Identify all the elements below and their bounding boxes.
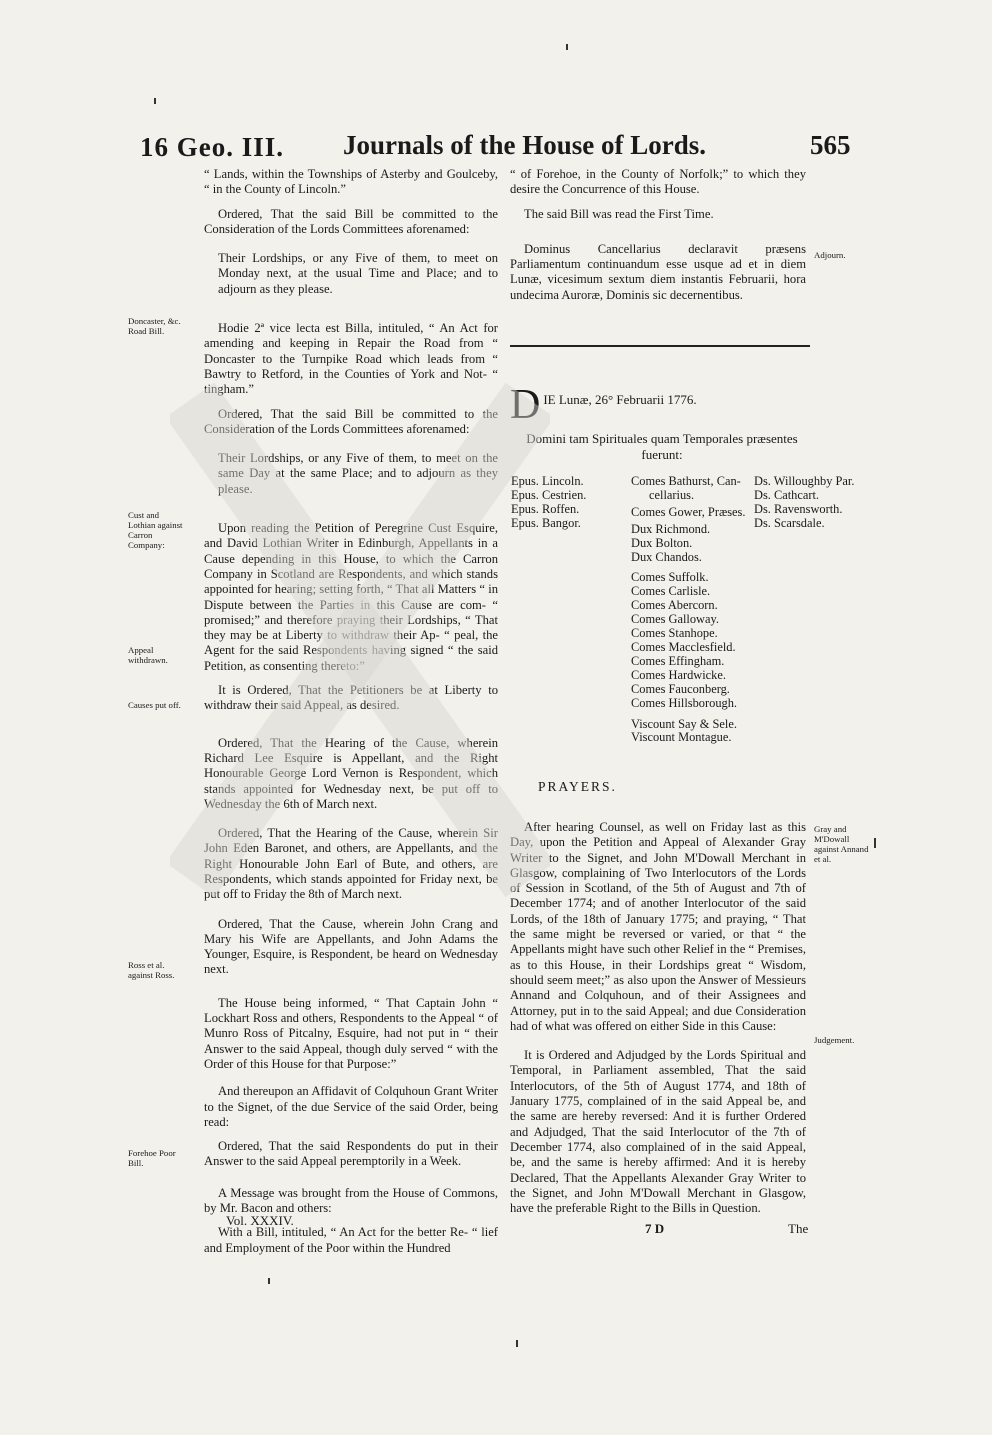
- list-item: Comes Effingham.: [631, 653, 725, 668]
- list-item: Comes Stanhope.: [631, 626, 718, 641]
- list-item: Comes Suffolk.: [631, 570, 709, 585]
- list-item: Ds. Cathcart.: [754, 487, 820, 502]
- volume-number: Vol. XXXIV.: [226, 1213, 294, 1228]
- barons-list: [754, 475, 854, 531]
- header-title: Journals of the House of Lords.: [343, 130, 707, 160]
- paragraph: The House being informed, “ That Captain John “ Lockhart Ross and others, Respondents to the Appeal “ of Munro Ross of Pitcalny, Esquire, had not put in “ their Answer to the said Appeal, though duly served “ with the Order of this House for that Purpose:”: [204, 995, 498, 1071]
- ink-speck: [566, 44, 568, 50]
- peers-list: [631, 475, 745, 745]
- margin-note-forehoe: Forehoe Poor Bill.: [128, 1148, 176, 1168]
- list-item: Viscount Say & Sele.: [631, 716, 737, 731]
- margin-note-cust: Cust and Lothian against Carron Company:: [128, 510, 183, 550]
- ink-speck: [516, 1340, 518, 1347]
- list-item: Comes Galloway.: [631, 612, 719, 627]
- margin-note-causes-put-off: Causes put off.: [128, 700, 181, 710]
- section-rule: [510, 345, 810, 347]
- margin-note-appeal-withdrawn: Appeal withdrawn.: [128, 645, 168, 665]
- paragraph: Their Lordships, or any Five of them, to meet on Monday next, at the usual Time and Place; and to adjourn as they please.: [218, 251, 498, 296]
- paragraph: And thereupon an Affidavit of Colquhoun Grant Writer to the Signet, of the due Service of the said Order, being read:: [204, 1084, 498, 1129]
- list-item: Dux Bolton.: [631, 535, 693, 550]
- paragraph: Ordered, That the Hearing of the Cause, wherein Sir John Eden Baronet, and others, are Appellants, and the Right Honourable John Earl of Bute, and others, are Respondents, which stands appointed for Friday next, be put off to Friday the 8th of March next.: [204, 826, 498, 902]
- paragraph: A Message was brought from the House of Commons, by Mr. Bacon and others:: [204, 1185, 498, 1216]
- right-column-bottom: [510, 820, 806, 1216]
- ink-speck: [874, 838, 876, 848]
- list-item: Comes Fauconberg.: [631, 681, 730, 696]
- page-number: 565: [810, 130, 851, 160]
- paragraph: Their Lordships, or any Five of them, to meet on the same Day at the same Place; and to adjourn as they please.: [218, 451, 498, 496]
- signature-mark: 7 D: [645, 1221, 665, 1236]
- paragraph: Dominus Cancellarius declaravit præsens Parliamentum continuandum esse usque ad et in diem Lunæ, vicesimum sextum diem instantis Februarii, hora undecima Auroræ, Dominis sic decernentibus.: [510, 241, 806, 302]
- list-item: Epus. Bangor.: [511, 515, 581, 530]
- paragraph: “ of Forehoe, in the County of Norfolk;” to which they desire the Concurrence of this House.: [510, 167, 806, 197]
- bishops-list: [511, 475, 586, 531]
- list-item: Comes Hillsborough.: [631, 695, 738, 710]
- ink-speck: [268, 1278, 270, 1284]
- list-item: Dux Richmond.: [631, 521, 711, 536]
- paragraph: It is Ordered and Adjudged by the Lords Spiritual and Temporal, in Parliament assembled, That the said Interlocutors, of the 5th of August 1774, and 18th of January 1775, complained of in the said Appeal be, and the same are hereby reversed: And it is further Ordered and Adjudged, That the said Interlocutor of the 7th of December 1774, also complained of in the said Appeal, be, and the same is hereby affirmed: And it is hereby Declared, That the Appellants Alexander Gray Writer to the Signet, and John M'Dowall Merchant in Glasgow, have the preferable Right to the Bills in Question.: [510, 1048, 806, 1216]
- paragraph: With a Bill, intituled, “ An Act for the better Re- “ lief and Employment of the Poor within the Hundred: [204, 1225, 498, 1255]
- catchword: The: [788, 1221, 809, 1236]
- list-item: Comes Hardwicke.: [631, 667, 726, 682]
- left-column: [204, 167, 498, 1256]
- margin-note-ross: Ross et al. against Ross.: [128, 960, 175, 980]
- list-item: Comes Bathurst, Can-: [631, 474, 741, 488]
- lords-present-heading: Domini tam Spirituales quam Temporales præsentes fuerunt:: [526, 431, 798, 462]
- list-item: Dux Chandos.: [631, 549, 702, 564]
- drop-cap: D: [510, 382, 541, 428]
- paragraph: Ordered, That the said Bill be committed to the Consideration of the Lords Committees aforenamed:: [204, 206, 498, 236]
- paragraph: After hearing Counsel, as well on Friday last as this Day, upon the Petition and Appeal of Alexander Gray Writer to the Signet, and John M'Dowall Merchant in Glasgow, complaining of Two Interlocutors of the Lords of Session in Scotland, of the 5th of August and 7th of December 1774; and of another Interlocutor of the said Lords, of the 18th of January 1775; and praying, “ That the same might be reversed or varied, or that “ the Appellants might have such other Relief in the “ Premises, as to this House, in their Lordships great “ Wisdom, should seem meet;” as also upon the Answer of Messieurs Annand and Colquhoun, and of their Assignees and Attorney, put in to the said Appeal; and due Consideration had of what was offered on either Side in this Cause:: [510, 820, 806, 1033]
- margin-note-gray: Gray and M'Dowall against Annand et al.: [814, 824, 869, 864]
- paragraph: Ordered, That the Cause, wherein John Crang and Mary his Wife are Appellants, and John Adams the Younger, Esquire, is Respondent, be heard on Wednesday next.: [204, 916, 498, 977]
- header-regnal-year: 16 Geo. III.: [140, 132, 285, 162]
- list-item: Epus. Roffen.: [511, 501, 580, 516]
- ink-speck: [154, 98, 156, 104]
- margin-note-doncaster: Doncaster, &c. Road Bill.: [128, 316, 181, 336]
- paragraph: Ordered, That the said Respondents do put in their Answer to the said Appeal peremptorily in a Week.: [204, 1139, 498, 1169]
- list-item: Ds. Scarsdale.: [754, 515, 825, 530]
- list-item: Comes Carlisle.: [631, 584, 711, 599]
- paragraph: The said Bill was read the First Time.: [524, 206, 714, 221]
- right-column-top: [510, 167, 806, 312]
- list-item: Epus. Cestrien.: [511, 487, 587, 502]
- list-item: Ds. Willoughby Par.: [754, 474, 855, 488]
- margin-note-judgement: Judgement.: [814, 1035, 855, 1045]
- sitting-date-text: IE Lunæ, 26° Februarii 1776.: [543, 392, 697, 407]
- list-item: Comes Macclesfield.: [631, 639, 736, 654]
- list-item: Comes Abercorn.: [631, 598, 718, 613]
- sitting-date: [510, 382, 697, 428]
- paragraph: “ Lands, within the Townships of Asterby and Goulceby, “ in the County of Lincoln.”: [204, 167, 498, 197]
- paragraph: Ordered, That the said Bill be committed to the Consideration of the Lords Committees aforenamed:: [204, 406, 498, 436]
- list-item: Comes Gower, Præses.: [631, 504, 746, 519]
- margin-note-adjourn: Adjourn.: [814, 250, 846, 260]
- paragraph: Ordered, That the Hearing of the Cause, wherein Richard Lee Esquire is Appellant, and the Right Honourable George Lord Vernon is Respondent, which stands appointed for Wednesday next, be put off to Wednesday the 6th of March next.: [204, 735, 498, 811]
- list-item: cellarius.: [649, 487, 695, 502]
- paragraph: It is Ordered, That the Petitioners be at Liberty to withdraw their said Appeal, as desired.: [204, 683, 498, 713]
- paragraph: Upon reading the Petition of Peregrine Cust Esquire, and David Lothian Writer in Edinburgh, Appellants in a Cause depending in this House, to which the Carron Company in Scotland are Respondents, and which stands appointed for hearing; setting forth, “ That all Matters “ in Dispute between the Parties in this Cause are com- “ promised;” and therefore praying their Lordships, “ That they may be at Liberty to withdraw their Ap- “ peal, the Agent for the said Respondents having signed “ the said Petition, as consenting thereto:”: [204, 521, 498, 673]
- list-item: Epus. Lincoln.: [511, 474, 584, 488]
- list-item: Ds. Ravensworth.: [754, 501, 843, 516]
- paragraph: Hodie 2ª vice lecta est Billa, intituled, “ An Act for amending and keeping in Repair the Road from “ Doncaster to the Turnpike Road which leads from “ Bawtry to Retford, in the Counties of York and Not- “ tingham.”: [204, 321, 498, 397]
- prayers-heading: PRAYERS.: [538, 779, 617, 794]
- list-item: Viscount Montague.: [631, 730, 732, 745]
